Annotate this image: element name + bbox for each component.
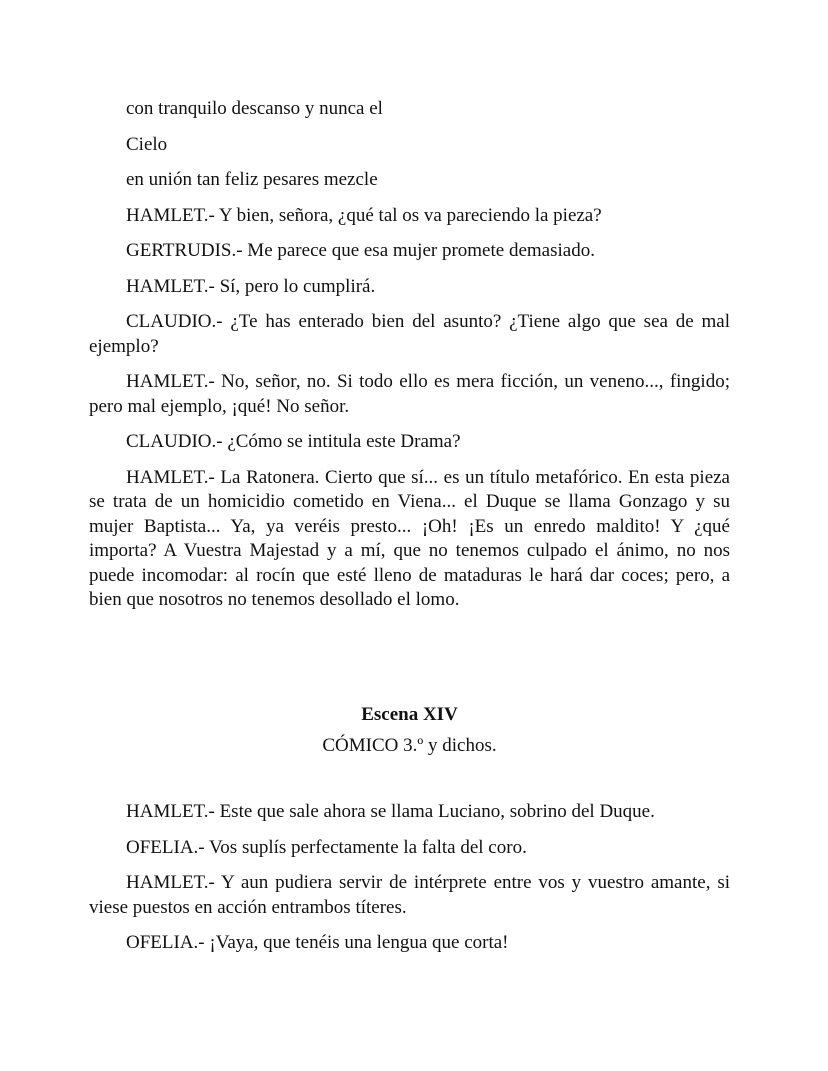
scene-title: Escena XIV — [361, 704, 458, 725]
dialogue-paragraph: HAMLET.- No, señor, no. Si todo ello es mera ficción, un veneno..., fingido; pero mal ejemplo, ¡qué! No señor. — [89, 371, 730, 417]
dialogue-paragraph: OFELIA.- ¡Vaya, que tenéis una lengua que corta! — [126, 932, 509, 953]
dialogue-paragraph: HAMLET.- Y bien, señora, ¿qué tal os va pareciendo la pieza? — [126, 204, 602, 226]
dialogue-section-bottom — [89, 800, 730, 967]
dialogue-paragraph: CLAUDIO.- ¿Cómo se intitula este Drama? — [126, 431, 461, 452]
scene-heading — [89, 703, 730, 758]
scene-subtitle: CÓMICO 3.º y dichos. — [322, 735, 497, 756]
dialogue-section-top — [89, 97, 730, 624]
dialogue-paragraph: HAMLET.- Sí, pero lo cumplirá. — [126, 275, 376, 297]
dialogue-paragraph: GERTRUDIS.- Me parece que esa mujer promete demasiado. — [126, 240, 595, 261]
verse-line: en unión tan feliz pesares mezcle — [126, 169, 378, 190]
dialogue-paragraph: HAMLET.- Este que sale ahora se llama Luciano, sobrino del Duque. — [126, 801, 655, 822]
dialogue-paragraph: HAMLET.- La Ratonera. Cierto que sí... es un título metafórico. En esta pieza se trata de un homicidio cometido en Viena... el Duque se llama Gonzago y su mujer Baptista... Ya, ya veréis presto... ¡Oh! ¡Es un enredo maldito! Y ¿qué importa? A Vuestra Majestad y a mí, que no tenemos culpado el ánimo, no nos puede incomodar: al rocín que esté lleno de mataduras le hará dar coces; pero, a bien que nosotros no tenemos desollado el lomo. — [89, 466, 730, 610]
dialogue-paragraph: CLAUDIO.- ¿Te has enterado bien del asunto? ¿Tiene algo que sea de mal ejemplo? — [89, 311, 730, 357]
dialogue-paragraph: OFELIA.- Vos suplís perfectamente la falta del coro. — [126, 836, 527, 858]
dialogue-paragraph: HAMLET.- Y aun pudiera servir de intérprete entre vos y vuestro amante, si viese puestos en acción entrambos títeres. — [89, 872, 730, 918]
verse-line: con tranquilo descanso y nunca el — [126, 98, 383, 119]
verse-line: Cielo — [126, 133, 168, 155]
